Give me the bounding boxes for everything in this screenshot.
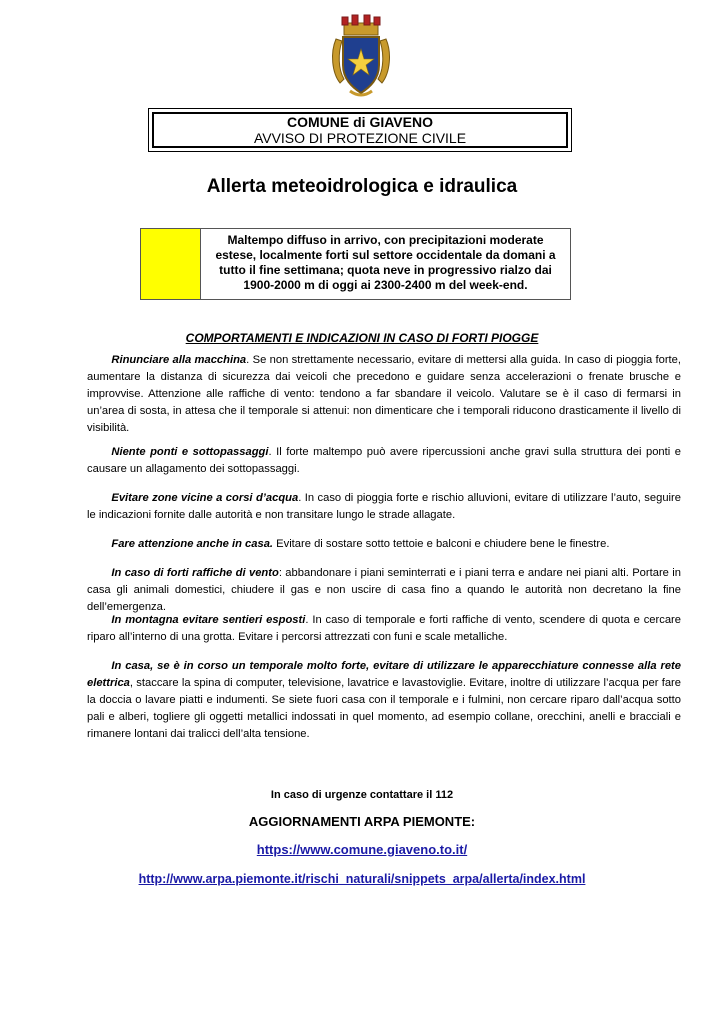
paragraph-driving — [87, 352, 681, 437]
comune-link[interactable]: https://www.comune.giaveno.to.it/ — [256, 842, 468, 857]
paragraph-lead: In montagna evitare sentieri esposti — [111, 614, 306, 626]
arpa-link-container — [0, 872, 724, 886]
arpa-link[interactable]: http://www.arpa.piemonte.it/rischi_naturali/snippets_arpa/allerta/index.html — [138, 872, 586, 886]
alert-level-swatch — [141, 229, 201, 299]
alert-box — [140, 228, 571, 300]
paragraph-text: : abbandonare i piani seminterrati e i piani terra e andare nei piani alti. Portare in casa gli animali domestici, chiudere il gas e non uscire di casa fino a quando le autorità non decretano la fine dell’emergenza. — [87, 567, 681, 613]
paragraph-text: Evitare di sostare sotto tettoie e balconi e chiudere bene le finestre. — [273, 538, 610, 550]
coat-of-arms-icon — [330, 13, 392, 99]
paragraph-text: , staccare la spina di computer, televisione, lavatrice e lavastoviglie. Evitare, inoltre di utilizzare l’acqua per fare la doccia o lavare piatti e indumenti. Se siete fuori casa con il temporale e i fulmini, non cercare riparo dall’acqua sotto pali e alberi, togliere gli oggetti metallici indossati in quel momento, ad esempio collane, orecchini, anelli e bracciali e rimanere lontani dai tralicci dell’alta tensione. — [87, 677, 681, 740]
paragraph-text: . In caso di pioggia forte e rischio alluvioni, evitare di utilizzare l’auto, seguire le indicazioni fornite dalle autorità e non transitare lungo le strade allagate. — [87, 492, 681, 521]
paragraph-mountain — [87, 612, 681, 646]
header-box — [148, 108, 572, 152]
notice-type: AVVISO DI PROTEZIONE CIVILE — [253, 130, 467, 146]
comune-link-container — [0, 842, 724, 857]
section-heading: COMPORTAMENTI E INDICAZIONI IN CASO DI FORTI PIOGGE — [185, 331, 539, 345]
paragraph-wind — [87, 565, 681, 616]
emergency-contact: In caso di urgenze contattare il 112 — [270, 789, 454, 801]
paragraph-text: . Se non strettamente necessario, evitare di mettersi alla guida. In caso di pioggia forte, aumentare la distanza di sicurezza dai veicoli che precedono e guidare senza accelerazioni o frenate brusche e improvvise. Attenzione alle raffiche di vento: tendono a far sbandare il veicolo. Valutare se è il caso di fermarsi in un’area di sosta, in attesa che il temporale si attenui: non dimenticare che i temporali riducono drasticamente il livello di visibilità. — [87, 354, 682, 434]
paragraph-bridges — [87, 444, 681, 478]
alert-description: Maltempo diffuso in arrivo, con precipitazioni moderate estese, localmente forti sul settore occidentale da domani a tutto il fine settimana; quota neve in progressivo rialzo dai 1900-2000 m di oggi ai 2300-2400 m del week-end. — [215, 233, 556, 292]
paragraph-lead: Niente ponti e sottopassaggi — [111, 446, 269, 458]
paragraph-lead: In caso di forti raffiche di vento — [111, 567, 279, 579]
paragraph-lead: Rinunciare alla macchina — [111, 354, 247, 366]
municipality-name: COMUNE di GIAVENO — [287, 114, 433, 130]
paragraph-lead: Evitare zone vicine a corsi d’acqua — [111, 492, 299, 504]
paragraph-lead: Fare attenzione anche in casa. — [111, 538, 274, 550]
paragraph-waterways — [87, 490, 681, 524]
page-title: Allerta meteoidrologica e idraulica — [206, 176, 518, 197]
paragraph-lead: In casa, se è in corso un temporale molto forte, evitare di utilizzare le apparecchiature connesse alla rete elettrica — [87, 660, 681, 689]
updates-heading: AGGIORNAMENTI ARPA PIEMONTE: — [248, 814, 476, 829]
paragraph-home — [87, 536, 681, 553]
paragraph-thunderstorm — [87, 658, 681, 743]
paragraph-text: . Il forte maltempo può avere ripercussioni anche gravi sulla struttura dei ponti e causare un allagamento dei sottopassaggi. — [87, 446, 681, 475]
paragraph-text: . In caso di temporale e forti raffiche di vento, scendere di quota e cercare riparo all’interno di una grotta. Evitare i percorsi attrezzati con funi e scale metalliche. — [87, 614, 681, 643]
